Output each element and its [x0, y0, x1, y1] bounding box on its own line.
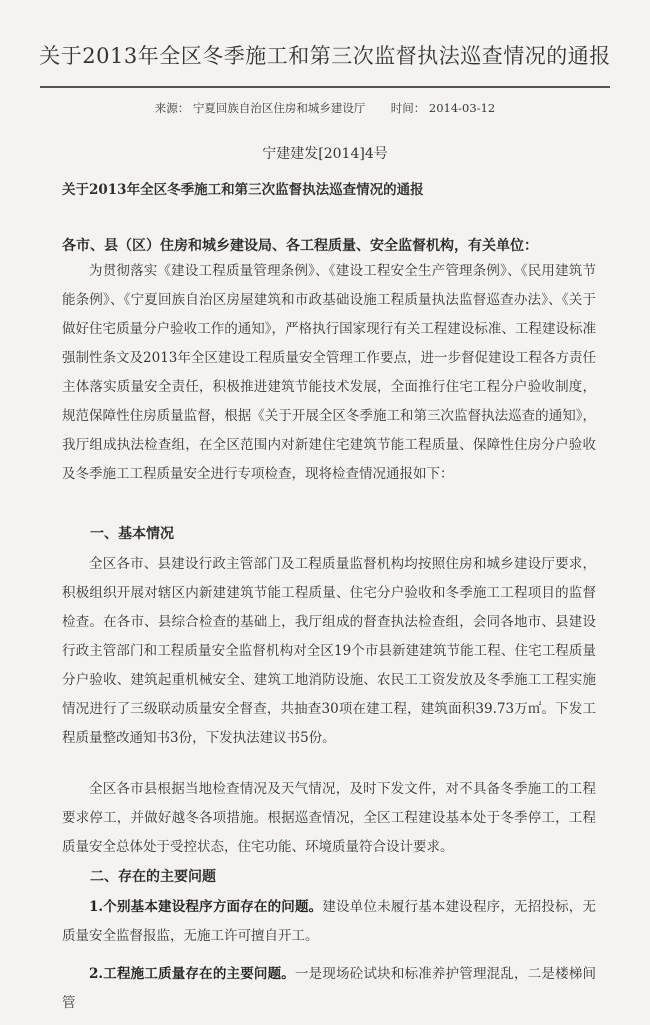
paragraph-problem-1 [62, 893, 596, 951]
paragraph-winter-status: 全区各市县根据当地检查情况及天气情况，及时下发文件，对不具备冬季施工的工程要求停工，并做好越冬各项措施。根据巡查情况，全区工程建设基本处于冬季停工，工程质量安全总体处于受控状态，住宅功能、环境质量符合设计要求。 [62, 781, 596, 855]
document-subtitle: 关于2013年全区冬季施工和第三次监督执法巡查情况的通报 [62, 182, 424, 198]
source-value: 宁夏回族自治区住房和城乡建设厅 [192, 101, 366, 115]
document-title: 关于2013年全区冬季施工和第三次监督执法巡查情况的通报 [39, 44, 611, 68]
problem-1-body: 建设单位未履行基本建设程序，无招投标，无质量安全监督报监，无施工许可擅自开工。 [62, 899, 597, 944]
document-number: 宁建建发[2014]4号 [262, 146, 388, 162]
document-meta [0, 100, 650, 116]
paragraph-problem-2 [62, 960, 596, 1018]
title-divider [40, 86, 610, 88]
problem-2-body: 一是现场砼试块和标准养护管理混乱，二是楼梯间管 [62, 966, 597, 1011]
problem-1-lead: 1.个别基本建设程序方面存在的问题。 [89, 899, 323, 915]
time-value: 2014-03-12 [428, 101, 496, 115]
section-heading-main-problems: 二、存在的主要问题 [90, 869, 216, 885]
source-label: 来源： [154, 101, 190, 115]
section-heading-basic-situation: 一、基本情况 [90, 526, 174, 542]
paragraph-basic-situation: 全区各市、县建设行政主管部门及工程质量监督机构均按照住房和城乡建设厅要求，积极组织开展对辖区内新建建筑节能工程质量、住宅分户验收和冬季施工工程项目的监督检查。在各市、县综合检查的基础上，我厅组成的督查执法检查组，会同各地市、县建设行政主管部门和工程质量安全监督机构对全区19个市县新建建筑节能工程、住宅工程质量分户验收、建筑起重机械安全、建筑工地消防设施、农民工工资发放及冬季施工工程实施情况进行了三级联动质量安全督查，共抽查30项在建工程，建筑面积39.73万㎡。下发工程质量整改通知书3份，下发执法建议书5份。 [62, 556, 596, 746]
paragraph-intro: 为贯彻落实《建设工程质量管理条例》、《建设工程安全生产管理条例》、《民用建筑节能条例》、《宁夏回族自治区房屋建筑和市政基础设施工程质量执法监督巡查办法》、《关于做好住宅质量分户验收工作的通知》，严格执行国家现行有关工程建设标准、工程建设标准强制性条文及2013年全区建设工程质量安全管理工作要点，进一步督促建设工程各方责任主体落实质量安全责任，积极推进建筑节能技术发展，全面推行住宅工程分户验收制度，规范保障性住房质量监督，根据《关于开展全区冬季施工和第三次监督执法巡查的通知》，我厅组成执法检查组，在全区范围内对新建住宅建筑节能工程质量、保障性住房分户验收及冬季施工工程质量安全进行专项检查，现将检查情况通报如下： [62, 263, 596, 482]
problem-2-lead: 2.工程施工质量存在的主要问题。 [89, 966, 295, 982]
addressee-line: 各市、县（区）住房和城乡建设局、各工程质量、安全监督机构，有关单位： [62, 238, 538, 254]
time-label: 时间： [390, 101, 426, 115]
